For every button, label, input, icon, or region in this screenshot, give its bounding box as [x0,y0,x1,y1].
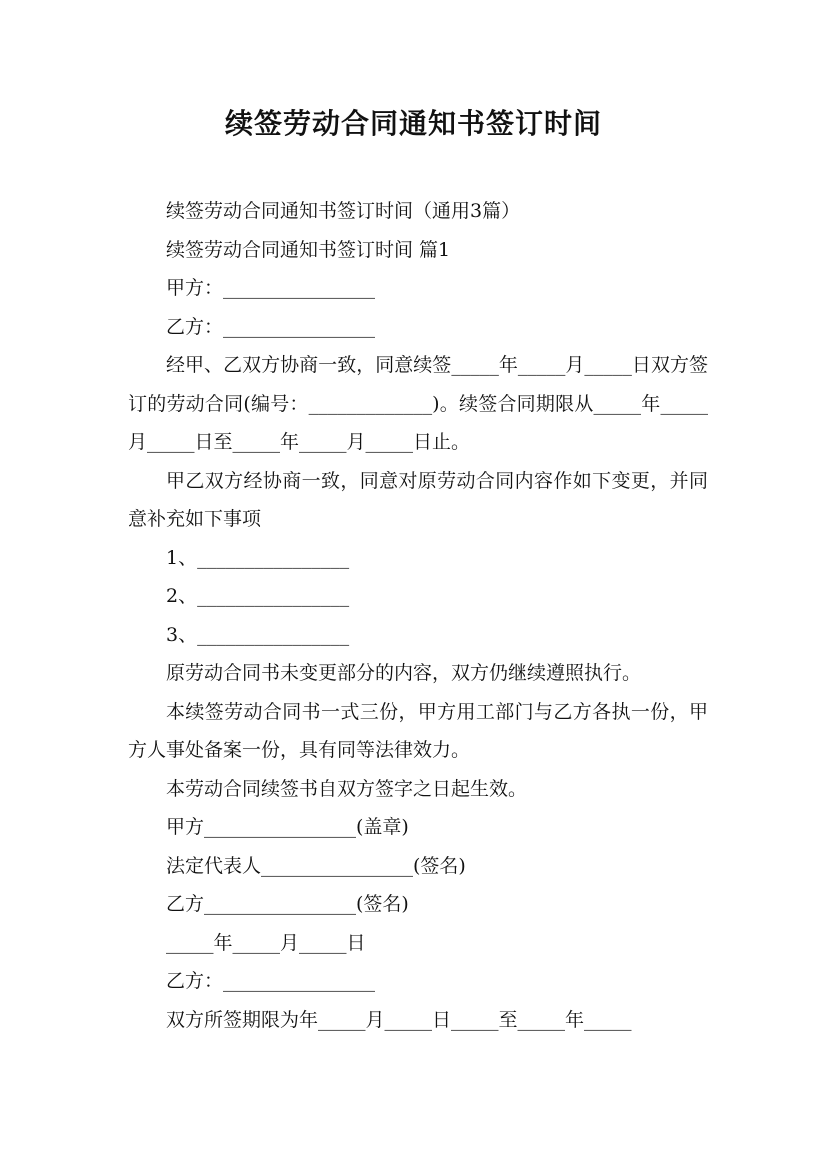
copies-paragraph: 本续签劳动合同书一式三份，甲方用工部门与乙方各执一份，甲方人事处备案一份，具有同等法律效力。 [128,700,708,761]
party-b-line-2: 乙方：________________ [166,970,376,992]
section-heading: 续签劳动合同通知书签订时间 篇1 [166,238,451,261]
unchanged-terms-paragraph: 原劳动合同书未变更部分的内容，双方仍继续遵照执行。 [166,662,642,684]
document-title: 续签劳动合同通知书签订时间 [224,107,602,140]
amendment-paragraph: 甲乙双方经协商一致，同意对原劳动合同内容作如下变更，并同意补充如下事项 [128,469,708,530]
document-subtitle: 续签劳动合同通知书签订时间（通用3篇） [166,200,521,222]
date-line: _____年_____月_____日 [166,931,366,954]
item-3-line: 3、________________ [166,623,350,646]
item-1-line: 1、________________ [166,546,350,569]
party-a-seal-line: 甲方________________(盖章) [166,816,409,838]
renewal-term-paragraph: 经甲、乙双方协商一致，同意续签_____年_____月_____日双方签订的劳动合同(编号：_____________)。续签合同期限从_____年_____月_____日至_____年_____月_____日止。 [128,354,708,453]
term-period-line: 双方所签期限为年_____月_____日_____至_____年_____ [166,1008,632,1031]
legal-representative-line: 法定代表人________________(签名) [166,854,466,877]
document-body [128,192,708,1039]
party-a-line: 甲方：________________ [166,277,376,299]
effective-paragraph: 本劳动合同续签书自双方签字之日起生效。 [166,777,528,800]
party-b-signature-line: 乙方________________(签名) [166,893,409,915]
party-b-line: 乙方：________________ [166,315,376,338]
item-2-line: 2、________________ [166,585,350,607]
